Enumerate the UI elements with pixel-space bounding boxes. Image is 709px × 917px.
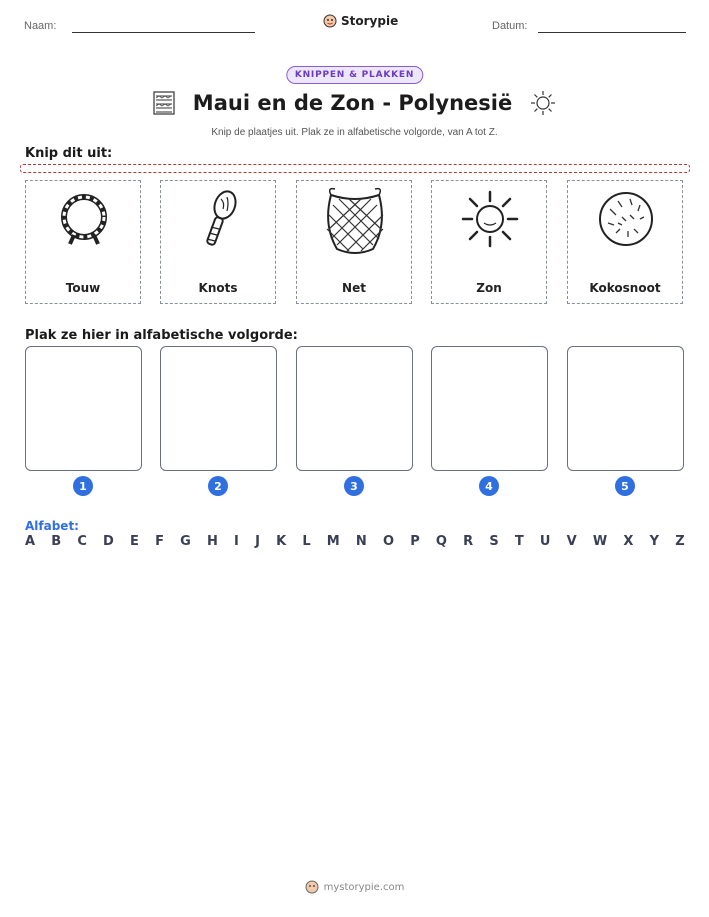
rope-icon [54, 189, 114, 249]
paste-slot-3[interactable] [296, 346, 413, 471]
alphabet-letter: O [382, 534, 395, 549]
alphabet-letter: Y [649, 534, 660, 549]
cut-line [20, 164, 690, 173]
alphabet-letter: A [25, 534, 36, 549]
alphabet-letter: C [77, 534, 87, 549]
cut-card-knots[interactable] [160, 180, 276, 304]
paste-slot-2[interactable] [160, 346, 277, 471]
alphabet-letter: N [355, 534, 367, 549]
alphabet-letter: V [566, 534, 577, 549]
tapa-pattern-icon [153, 91, 175, 115]
name-line[interactable] [72, 32, 255, 33]
alphabet-letter: U [539, 534, 551, 549]
sun-title-icon [530, 90, 556, 116]
coconut-icon [596, 189, 656, 249]
alphabet-letter: H [206, 534, 218, 549]
cut-card-touw[interactable] [25, 180, 141, 304]
cut-card-zon[interactable] [431, 180, 547, 304]
cut-heading: Knip dit uit: [25, 146, 113, 161]
alphabet-letter: D [103, 534, 114, 549]
alphabet-letter: K [276, 534, 287, 549]
page-title: Maui en de Zon - Polynesië [192, 91, 513, 115]
title-row [0, 90, 709, 116]
card-label: Zon [476, 281, 502, 295]
sun-icon [460, 189, 520, 249]
alphabet-letter: Q [435, 534, 447, 549]
club-icon [189, 189, 249, 251]
alphabet-row [25, 534, 685, 549]
alphabet-letter: R [463, 534, 474, 549]
slot-number: 3 [344, 476, 364, 496]
brand-logo [323, 14, 398, 28]
storypie-footer-icon [305, 880, 319, 894]
card-label: Net [342, 281, 366, 295]
paste-slot-1[interactable] [25, 346, 142, 471]
alphabet-letter: G [180, 534, 191, 549]
alphabet-letter: W [592, 534, 608, 549]
alphabet-letter: S [489, 534, 499, 549]
paste-slot-4[interactable] [431, 346, 548, 471]
card-label: Knots [198, 281, 238, 295]
alphabet-letter: B [51, 534, 62, 549]
name-label: Naam: [24, 20, 57, 32]
date-line[interactable] [538, 32, 686, 33]
cut-card-kokosnoot[interactable] [567, 180, 683, 304]
alphabet-letter: Z [675, 534, 685, 549]
paste-heading: Plak ze hier in alfabetische volgorde: [25, 328, 298, 343]
paste-slot-5[interactable] [567, 346, 684, 471]
footer [0, 880, 709, 894]
alphabet-letter: X [623, 534, 634, 549]
slot-number: 5 [615, 476, 635, 496]
alphabet-heading: Alfabet: [25, 519, 79, 533]
footer-url[interactable]: mystorypie.com [323, 881, 405, 893]
cut-card-net[interactable] [296, 180, 412, 304]
instructions: Knip de plaatjes uit. Plak ze in alfabetische volgorde, van A tot Z. [211, 127, 498, 138]
alphabet-letter: E [130, 534, 139, 549]
alphabet-letter: T [514, 534, 524, 549]
card-label: Kokosnoot [589, 281, 661, 295]
slot-number: 2 [208, 476, 228, 496]
alphabet-letter: L [302, 534, 311, 549]
alphabet-letter: J [255, 534, 260, 549]
card-label: Touw [65, 281, 101, 295]
slot-number: 4 [479, 476, 499, 496]
alphabet-letter: M [326, 534, 340, 549]
date-label: Datum: [492, 20, 528, 32]
brand-name: Storypie [341, 14, 399, 28]
net-icon [323, 185, 387, 257]
storypie-logo-icon [323, 14, 337, 28]
alphabet-letter: I [234, 534, 239, 549]
activity-badge: KNIPPEN & PLAKKEN [286, 66, 423, 84]
alphabet-letter: F [155, 534, 164, 549]
alphabet-letter: P [410, 534, 420, 549]
slot-number: 1 [73, 476, 93, 496]
